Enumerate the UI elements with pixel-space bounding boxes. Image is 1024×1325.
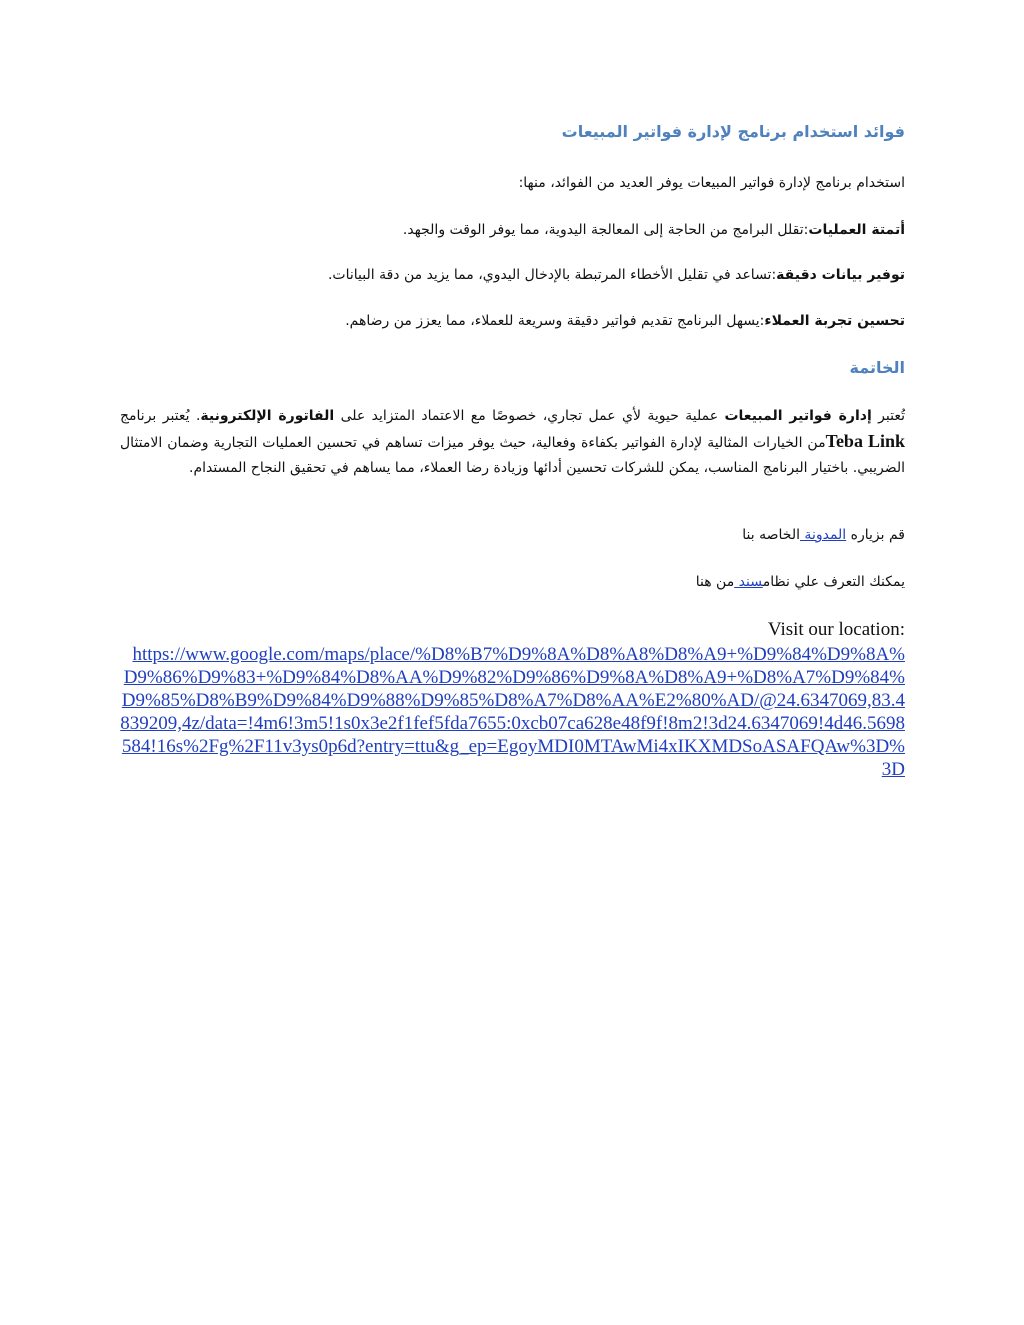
benefit-text: :يسهل البرنامج تقديم فواتير دقيقة وسريعة للعملاء، مما يعزز من رضاهم. xyxy=(345,313,765,329)
benefit-item xyxy=(120,313,905,329)
benefit-item xyxy=(120,222,905,238)
blog-line xyxy=(120,527,905,543)
benefit-text: :تقلل البرامج من الحاجة إلى المعالجة اليدوية، مما يوفر الوقت والجهد. xyxy=(402,222,809,238)
sanad-line-text: يمكنك التعرف علي نظام xyxy=(762,574,905,590)
sanad-line-text: من هنا xyxy=(695,574,735,590)
benefit-title: أتمتة العمليات xyxy=(808,222,905,238)
conclusion-text: تُعتبر xyxy=(871,408,905,424)
blog-line-text: قم بزياره xyxy=(846,527,905,543)
conclusion-paragraph xyxy=(120,404,905,481)
benefit-text: :تساعد في تقليل الأخطاء المرتبطة بالإدخال اليدوي، مما يزيد من دقة البيانات. xyxy=(327,267,777,283)
blog-line-text: الخاصه بنا xyxy=(742,527,800,543)
conclusion-text: . يُعتبر برنامج xyxy=(120,408,201,424)
conclusion-text: عملية حيوية لأي عمل تجاري، خصوصًا مع الاعتماد المتزايد على xyxy=(334,408,725,424)
document-page xyxy=(120,0,905,1325)
conclusion-bold-term: إدارة فواتير المبيعات xyxy=(724,408,872,424)
intro-paragraph: استخدام برنامج لإدارة فواتير المبيعات يوفر العديد من الفوائد، منها: xyxy=(518,175,905,191)
blog-link[interactable]: المدونة xyxy=(799,527,847,543)
benefit-title: توفير بيانات دقيقة xyxy=(776,267,905,283)
visit-label: Visit our location: xyxy=(767,619,905,640)
heading-benefits: فوائد استخدام برنامج لإدارة فواتير المبيعات xyxy=(561,122,905,141)
conclusion-bold-term: الفاتورة الإلكترونية xyxy=(200,408,335,424)
brand-name: Teba Link xyxy=(825,431,905,451)
location-link[interactable]: https://www.google.com/maps/place/%D8%B7%D9%8A%D8%A8%D8%A9+%D9%84%D9%8A%D9%86%D9%83+%D9%84%D8%AA%D9%82%D9%86%D9%8A%D8%A9+%D8%A7%D9%84%D9%85%D8%B9%D9%84%D9%88%D9%85%D8%A7%D8%AA%E2%80%AD/@24.6347069,83.4839209,4z/data=!4m6!3m5!1s0x3e2f1fef5fda7655:0xcb07ca628e48f9f!8m2!3d24.6347069!4d46.5698584!16s%2Fg%2F11v3ys0p6d?entry=ttu&g_ep=EgoyMDI0MTAwMi4xIKXMDSoASAFQAw%3D%3D xyxy=(120,644,905,780)
conclusion-text: من الخيارات المثالية لإدارة الفواتير بكفاءة وفعالية، حيث يوفر ميزات تساهم في تحسين العمليات التجارية وضمان الامتثال الضريبي. باختيار البرنامج المناسب، يمكن للشركات تحسين أدائها وزيادة رضا العملاء، مما يساهم في تحقيق النجاح المستدام. xyxy=(120,435,905,476)
benefit-title: تحسين تجربة العملاء xyxy=(764,313,905,329)
sanad-link[interactable]: سند xyxy=(734,574,763,590)
heading-conclusion: الخاتمة xyxy=(849,358,905,377)
benefit-item xyxy=(120,267,905,283)
sanad-line xyxy=(120,574,905,590)
